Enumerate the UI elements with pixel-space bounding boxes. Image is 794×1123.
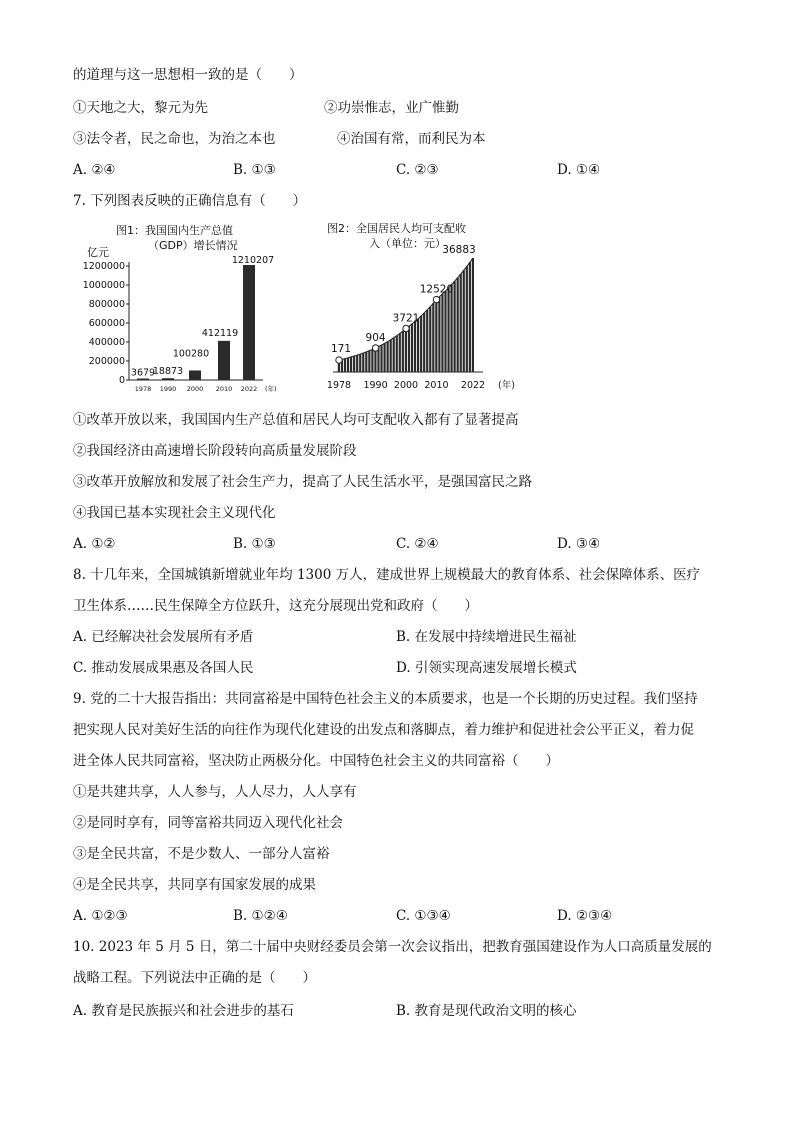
gdp-bar [162, 378, 174, 380]
q7-option-a: A. ①② [73, 536, 116, 552]
q10-stem-line-2: 战略工程。下列说法中正确的是（ ） [73, 970, 316, 986]
q8-option-a: A. 已经解决社会发展所有矛盾 [73, 629, 254, 645]
income-value-label: 12520 [419, 283, 454, 296]
q8-option-d: D. 引领实现高速发展增长模式 [396, 660, 577, 676]
q6-statement-3: ③法令者，民之命也，为治之本也 [73, 131, 276, 147]
income-bar [417, 319, 419, 372]
income-bar [411, 324, 413, 372]
x-tick-label: 2000 [393, 380, 419, 391]
q7-option-b: B. ①③ [233, 536, 276, 552]
y-tick-label: 1200000 [82, 261, 125, 272]
y-tick-label: 800000 [88, 299, 125, 310]
income-bar [380, 345, 382, 372]
q9-statement-2: ②是同时享有，同等富裕共同迈入现代化社会 [73, 815, 343, 831]
gdp-value-label: 3679 [130, 367, 156, 379]
x-tick-label: 2010 [424, 380, 449, 391]
gdp-bar [137, 379, 149, 381]
income-bar [387, 342, 389, 372]
q6-option-a: A. ②④ [73, 162, 116, 178]
income-bar [432, 303, 434, 372]
gdp-chart-ylabel: 亿元 [87, 246, 109, 259]
q10-option-a: A. 教育是民族振兴和社会进步的基石 [73, 1003, 294, 1019]
q6-option-d: D. ①④ [557, 162, 601, 178]
q9-stem-line-3: 进全体人民共同富裕，坚决防止两极分化。中国特色社会主义的共同富裕（ ） [73, 753, 559, 769]
x-tick-label: 2022 [460, 380, 486, 391]
income-bar [402, 331, 404, 372]
income-bar [371, 349, 373, 372]
q7-statement-2: ②我国经济由高速增长阶段转向高质量发展阶段 [73, 443, 357, 459]
income-bar [466, 266, 468, 372]
q9-option-a: A. ①②③ [73, 908, 128, 924]
gdp-chart [73, 222, 277, 394]
income-bar [444, 291, 446, 372]
x-tick-label: 1990 [363, 380, 388, 391]
income-bar [356, 355, 358, 372]
gdp-bar [189, 370, 201, 380]
x-unit-label: (年) [265, 385, 277, 393]
income-bar [438, 297, 440, 372]
income-point-marker [403, 325, 409, 331]
income-bar [405, 328, 407, 372]
q9-statement-3: ③是全民共富，不是少数人、一部分人富裕 [73, 846, 330, 862]
q9-statement-1: ①是共建共享，人人参与，人人尽力，人人享有 [73, 784, 357, 800]
q7-stem: 7. 下列图表反映的正确信息有（ ） [73, 193, 307, 209]
income-value-label: 36883 [442, 244, 476, 256]
x-tick-label: 2022 [240, 385, 258, 393]
income-bar [396, 336, 398, 372]
gdp-value-label: 1210207 [231, 255, 275, 267]
q8-option-c: C. 推动发展成果惠及各国人民 [73, 660, 254, 676]
q6-statement-1: ①天地之大，黎元为先 [73, 100, 208, 116]
y-tick-label: 200000 [88, 356, 125, 367]
q6-stem-tail: 的道理与这一思想相一致的是（ ） [73, 67, 303, 83]
income-chart-title-1: 图2：全国居民人均可支配收 [327, 222, 466, 235]
income-value-label: 171 [330, 343, 352, 356]
q7-statement-1: ①改革开放以来，我国国内生产总值和居民人均可支配收入都有了显著提高 [73, 412, 519, 428]
income-bar-chart [327, 222, 527, 394]
income-bar [393, 338, 395, 372]
income-bar [414, 321, 416, 372]
income-bar [423, 313, 425, 372]
gdp-chart-title-1: 图1：我国国内生产总值 [116, 224, 233, 237]
gdp-bar-chart [73, 222, 277, 394]
q6-statement-4: ④治国有常，而利民为本 [337, 131, 486, 147]
q7-option-d: D. ③④ [557, 536, 601, 552]
income-bar [347, 358, 349, 372]
y-tick-label: 0 [118, 375, 125, 386]
income-bar [450, 285, 452, 372]
income-bar [365, 352, 367, 372]
income-bar [435, 300, 437, 372]
x-tick-label: 2010 [215, 385, 233, 393]
income-bar [368, 351, 370, 372]
gdp-value-label: 100280 [172, 348, 210, 360]
gdp-chart-title-2: （GDP）增长情况 [148, 239, 238, 252]
gdp-value-label: 18873 [152, 366, 184, 378]
income-bar [399, 333, 401, 372]
q6-option-b: B. ①③ [233, 162, 276, 178]
income-bar [429, 307, 431, 372]
q7-option-c: C. ②④ [396, 536, 439, 552]
income-bar [359, 354, 361, 372]
income-point-marker [372, 345, 378, 351]
q6-statement-2: ②功崇惟志，业广惟勤 [324, 100, 459, 116]
y-tick-label: 1000000 [82, 280, 125, 291]
y-tick-label: 400000 [88, 337, 125, 348]
income-bar [463, 270, 465, 372]
income-bar [460, 274, 462, 372]
income-bar [383, 343, 385, 372]
income-bar [454, 281, 456, 372]
q10-option-b: B. 教育是现代政治文明的核心 [396, 1003, 577, 1019]
x-tick-label: 1990 [159, 385, 177, 393]
y-tick-label: 600000 [88, 318, 125, 329]
q9-option-b: B. ①②④ [233, 908, 288, 924]
q7-statement-3: ③改革开放解放和发展了社会生产力，提高了人民生活水平，是强国富民之路 [73, 474, 532, 490]
gdp-value-label: 412119 [201, 327, 239, 339]
q9-stem-line-2: 把实现人民对美好生活的向往作为现代化建设的出发点和落脚点，着力维护和促进社会公平正义，着力促 [73, 722, 694, 738]
q6-option-c: C. ②③ [396, 162, 439, 178]
income-value-label: 904 [365, 331, 386, 344]
x-tick-label: 1978 [326, 380, 352, 391]
income-point-marker [336, 357, 342, 363]
x-unit-label: (年) [498, 380, 515, 391]
income-bar [350, 357, 352, 372]
income-chart [327, 222, 527, 394]
income-bar [420, 316, 422, 372]
income-bar [441, 294, 443, 372]
q9-statement-4: ④是全民共享，共同享有国家发展的成果 [73, 877, 316, 893]
income-bar [353, 356, 355, 372]
q9-stem-line-1: 9. 党的二十大报告指出：共同富裕是中国特色社会主义的本质要求，也是一个长期的历史过程。我们坚持 [73, 691, 698, 707]
income-point-marker [433, 296, 439, 302]
income-bar [390, 340, 392, 372]
income-bar [426, 310, 428, 372]
gdp-bar [218, 341, 230, 380]
income-value-label: 3721 [392, 312, 420, 325]
q9-option-d: D. ②③④ [557, 908, 613, 924]
q10-stem-line-1: 10. 2023 年 5 月 5 日，第二十届中央财经委员会第一次会议指出，把教育强国建设作为人口高质量发展的 [73, 939, 712, 955]
income-bar [472, 258, 474, 372]
income-bar [344, 359, 346, 372]
q9-option-c: C. ①③④ [396, 908, 451, 924]
income-chart-title-2: 入（单位：元） [369, 237, 446, 250]
q8-stem-line-2: 卫生体系……民生保障全方位跃升，这充分展现出党和政府（ ） [73, 598, 478, 614]
income-bar [362, 353, 364, 372]
income-bar [469, 262, 471, 372]
income-bar [408, 326, 410, 372]
x-tick-label: 1978 [134, 385, 152, 393]
q7-statement-4: ④我国已基本实现社会主义现代化 [73, 505, 276, 521]
gdp-bar [243, 265, 255, 380]
q8-stem-line-1: 8. 十几年来，全国城镇新增就业年均 1300 万人，建成世界上规模最大的教育体系、社会保障体系、医疗 [73, 567, 701, 583]
x-tick-label: 2000 [186, 385, 204, 393]
q8-option-b: B. 在发展中持续增进民生福祉 [396, 629, 577, 645]
income-bar [457, 278, 459, 372]
income-bar [447, 288, 449, 372]
